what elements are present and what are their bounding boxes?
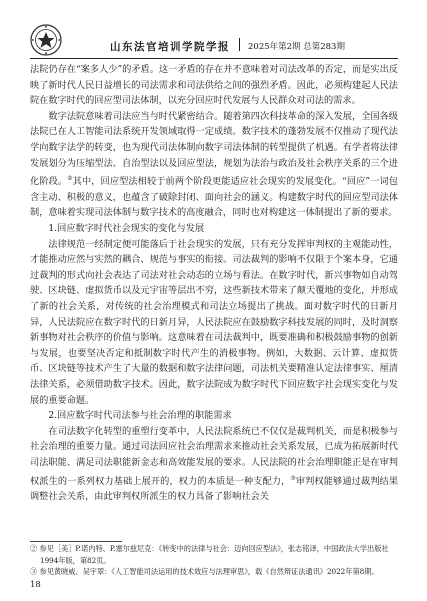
footnote-ref: ② (67, 175, 73, 183)
footnotes (30, 543, 398, 578)
header-divider (239, 38, 240, 51)
section-heading: 1.回应数字时代社会现实的变化与发展 (48, 223, 205, 234)
journal-title: 山东法官培训学院学报 (110, 41, 230, 53)
header-rule (30, 58, 398, 59)
journal-seal-icon (30, 24, 62, 56)
paragraph (30, 109, 398, 221)
paragraph-text: 其中，回应型法相较于前两个阶段更能适应社会现实的发展变化。“回应”一词包含主动、积极的意义，也蕴含了破除封闭、面向社会的涵义。构建数字时代的回应型司法体制，意味着实现司法体制与数字技术的高度融合，同时也对构建这一体制提出了新的要求。 (30, 176, 398, 219)
footnote-ref: ③ (290, 474, 296, 482)
footnote: ③ 参见黄晓威、吴宇翠：《人工智能司法运用的技术效应与法理审思》，载《自然辩证法通讯》2022年第8期。 (30, 567, 379, 576)
paragraph: 法律规范一经制定便可能落后于社会现实的发展，只有充分发挥审判权的主观能动性，才能推动应然与实然的耦合、规范与事实的衔接。司法裁判的影响不仅限于个案本身，它通过裁判的形式向社会表达了司法对社会动态的立场与看法。在数字时代，新兴事物如自动驾驶、区块链、虚拟货币以及元宇宙等层出不穷，这些新技术带来了颠天覆地的变化，并形成了新的社会关系，对传统的社会治理模式和司法立场提出了挑战。面对数字时代的日新月异，人民法院应在数字时代的日新月异，人民法院应在鼓励数字科技发展的同时，及时洞察新事物对社会秩序的价值与影响。这意味着在司法裁判中，既要准确和积极鼓励事物的创新与发展，也要坚决否定和抵制数字时代产生的消极事物。例如，大数据、云计算、虚拟货币、区块链等技术产生了大量的数据和数字法律问题，司法机关要精准认定法律事实、厘清法律关系，必须借助数字技术。因此，数字法院成为数字时代下回应数字社会现实变化与发展的重要命题。 (30, 238, 398, 406)
footnote: ② 参见［美］P.诺内特、P.塞尔兹尼克：《转变中的法律与社会：迈向回应型法》，张志铭译，中国政法大学出版社1994年版，第82页。 (30, 544, 389, 565)
footnote-divider (30, 541, 122, 542)
paragraph: 法院仍存在“案多人少”的矛盾。这一矛盾的存在并不意味着对司法改革的否定，而是实出反映了新时代人民日益增长的司法需求和司法供给之间的强烈矛盾。因此，必须构建起人民法院在数字时代的回应型司法体制，以充分回应时代发展与人民群众对司法的需求。 (30, 64, 398, 107)
paragraph (30, 424, 398, 505)
paragraph-text: 审判权能够通过裁判结果调整社会关系，由此审判权所派生的权力具备了影响社会关 (30, 475, 399, 503)
page-header (30, 34, 398, 56)
paragraph-text: 在司法数字化转型的重塑行变革中，人民法院系统已不仅仅是裁判机关，而是积极参与社会治理的重要力量。通过司法回应社会治理需求来推动社会关系发展，已成为拓展新时代司法职能、满足司法职能新金志和高效能发展的要求。人民法院的社会治理职能正是在审判权派生的一系列权力基础上展开的，权力的本质是一种支配力， (30, 425, 398, 487)
page-number: 18 (30, 580, 41, 590)
paragraph-text: 数字法院意味着司法应当与时代紧密结合。随着第四次科技革命的深入发展，全国各级法院已在人工智能司法系统开发领域取得一定成绩。数字技术的蓬勃发展不仅推动了现代法学向数字法学的转变，也为现代司法体制向数字司法体制的转型提供了机遇。有学者将法律发展划分为压缩型法、自治型法以及回应型法，规划为法治与政治及社会秩序关系的三个进化阶段。 (30, 110, 398, 188)
issue-info: 2025年第2期 总第283期 (248, 42, 345, 52)
section-heading: 2.回应数字时代司法参与社会治理的职能需求 (48, 410, 232, 422)
article-body (30, 62, 398, 505)
